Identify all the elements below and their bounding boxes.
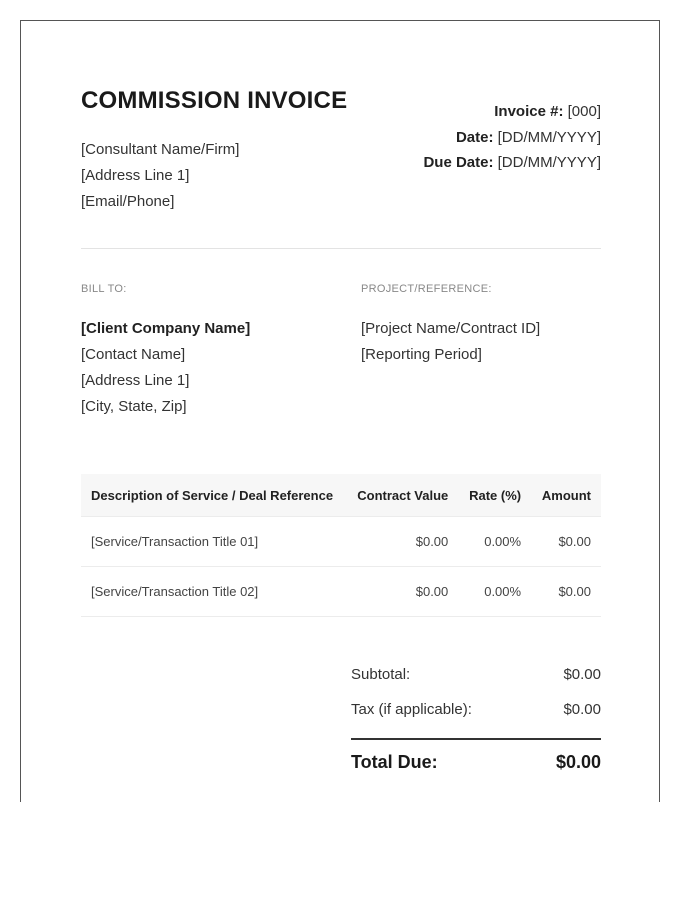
client-contact-name: [Contact Name]: [81, 346, 186, 363]
project-name: [Project Name/Contract ID]: [361, 320, 541, 337]
row-description: [Service/Transaction Title 01]: [81, 517, 346, 567]
row-rate: 0.00%: [458, 517, 531, 567]
consultant-name: [Consultant Name/Firm]: [81, 141, 240, 158]
project-reference-label: PROJECT/REFERENCE:: [361, 283, 492, 295]
tax-row: [351, 696, 601, 731]
line-items-table: [81, 474, 601, 617]
client-address: [Address Line 1]: [81, 372, 190, 389]
total-due-value: $0.00: [555, 752, 601, 772]
bill-to-block: [81, 316, 250, 420]
total-due-row: [351, 752, 601, 773]
column-header-contract-value: Contract Value: [346, 474, 458, 517]
table-header-row: [81, 474, 601, 517]
invoice-date-value: [DD/MM/YYYY]: [497, 128, 601, 146]
consultant-info: [81, 137, 239, 215]
column-header-amount: Amount: [531, 474, 601, 517]
due-date-label: Due Date:: [423, 154, 494, 171]
column-header-description: Description of Service / Deal Reference: [81, 474, 346, 517]
totals-block: [351, 661, 601, 773]
invoice-date-row: [423, 125, 601, 151]
invoice-meta: [423, 99, 601, 176]
invoice-date-label: Date:: [455, 128, 494, 146]
column-header-rate: Rate (%): [458, 474, 531, 517]
subtotal-value: $0.00: [563, 666, 601, 683]
tax-value: $0.00: [563, 701, 601, 718]
client-company-name: [Client Company Name]: [81, 320, 251, 337]
due-date-row: [423, 150, 601, 176]
reporting-period: [Reporting Period]: [361, 346, 482, 363]
row-amount: $0.00: [531, 517, 601, 567]
row-amount: $0.00: [531, 567, 601, 617]
tax-label: Tax (if applicable):: [351, 701, 472, 718]
row-contract-value: $0.00: [346, 567, 458, 617]
row-description: [Service/Transaction Title 02]: [81, 567, 346, 617]
total-due-label: Total Due:: [351, 752, 438, 772]
subtotal-label: Subtotal:: [351, 666, 411, 683]
invoice-number-value: [000]: [567, 103, 601, 120]
invoice-number-label: Invoice #:: [494, 103, 564, 120]
consultant-contact: [Email/Phone]: [81, 193, 175, 210]
subtotal-row: [351, 661, 601, 696]
invoice-number-row: [423, 99, 601, 125]
consultant-address: [Address Line 1]: [81, 167, 190, 184]
client-city-state-zip: [City, State, Zip]: [81, 398, 187, 415]
due-date-value: [DD/MM/YYYY]: [497, 154, 601, 171]
row-contract-value: $0.00: [346, 517, 458, 567]
row-rate: 0.00%: [458, 567, 531, 617]
table-row: [81, 567, 601, 617]
bill-to-label: BILL TO:: [81, 283, 127, 295]
invoice-title: COMMISSION INVOICE: [81, 87, 348, 114]
project-block: [361, 316, 540, 368]
table-row: [81, 517, 601, 567]
invoice-page: [20, 20, 660, 802]
totals-rule: [351, 738, 601, 740]
header-divider: [81, 248, 601, 249]
